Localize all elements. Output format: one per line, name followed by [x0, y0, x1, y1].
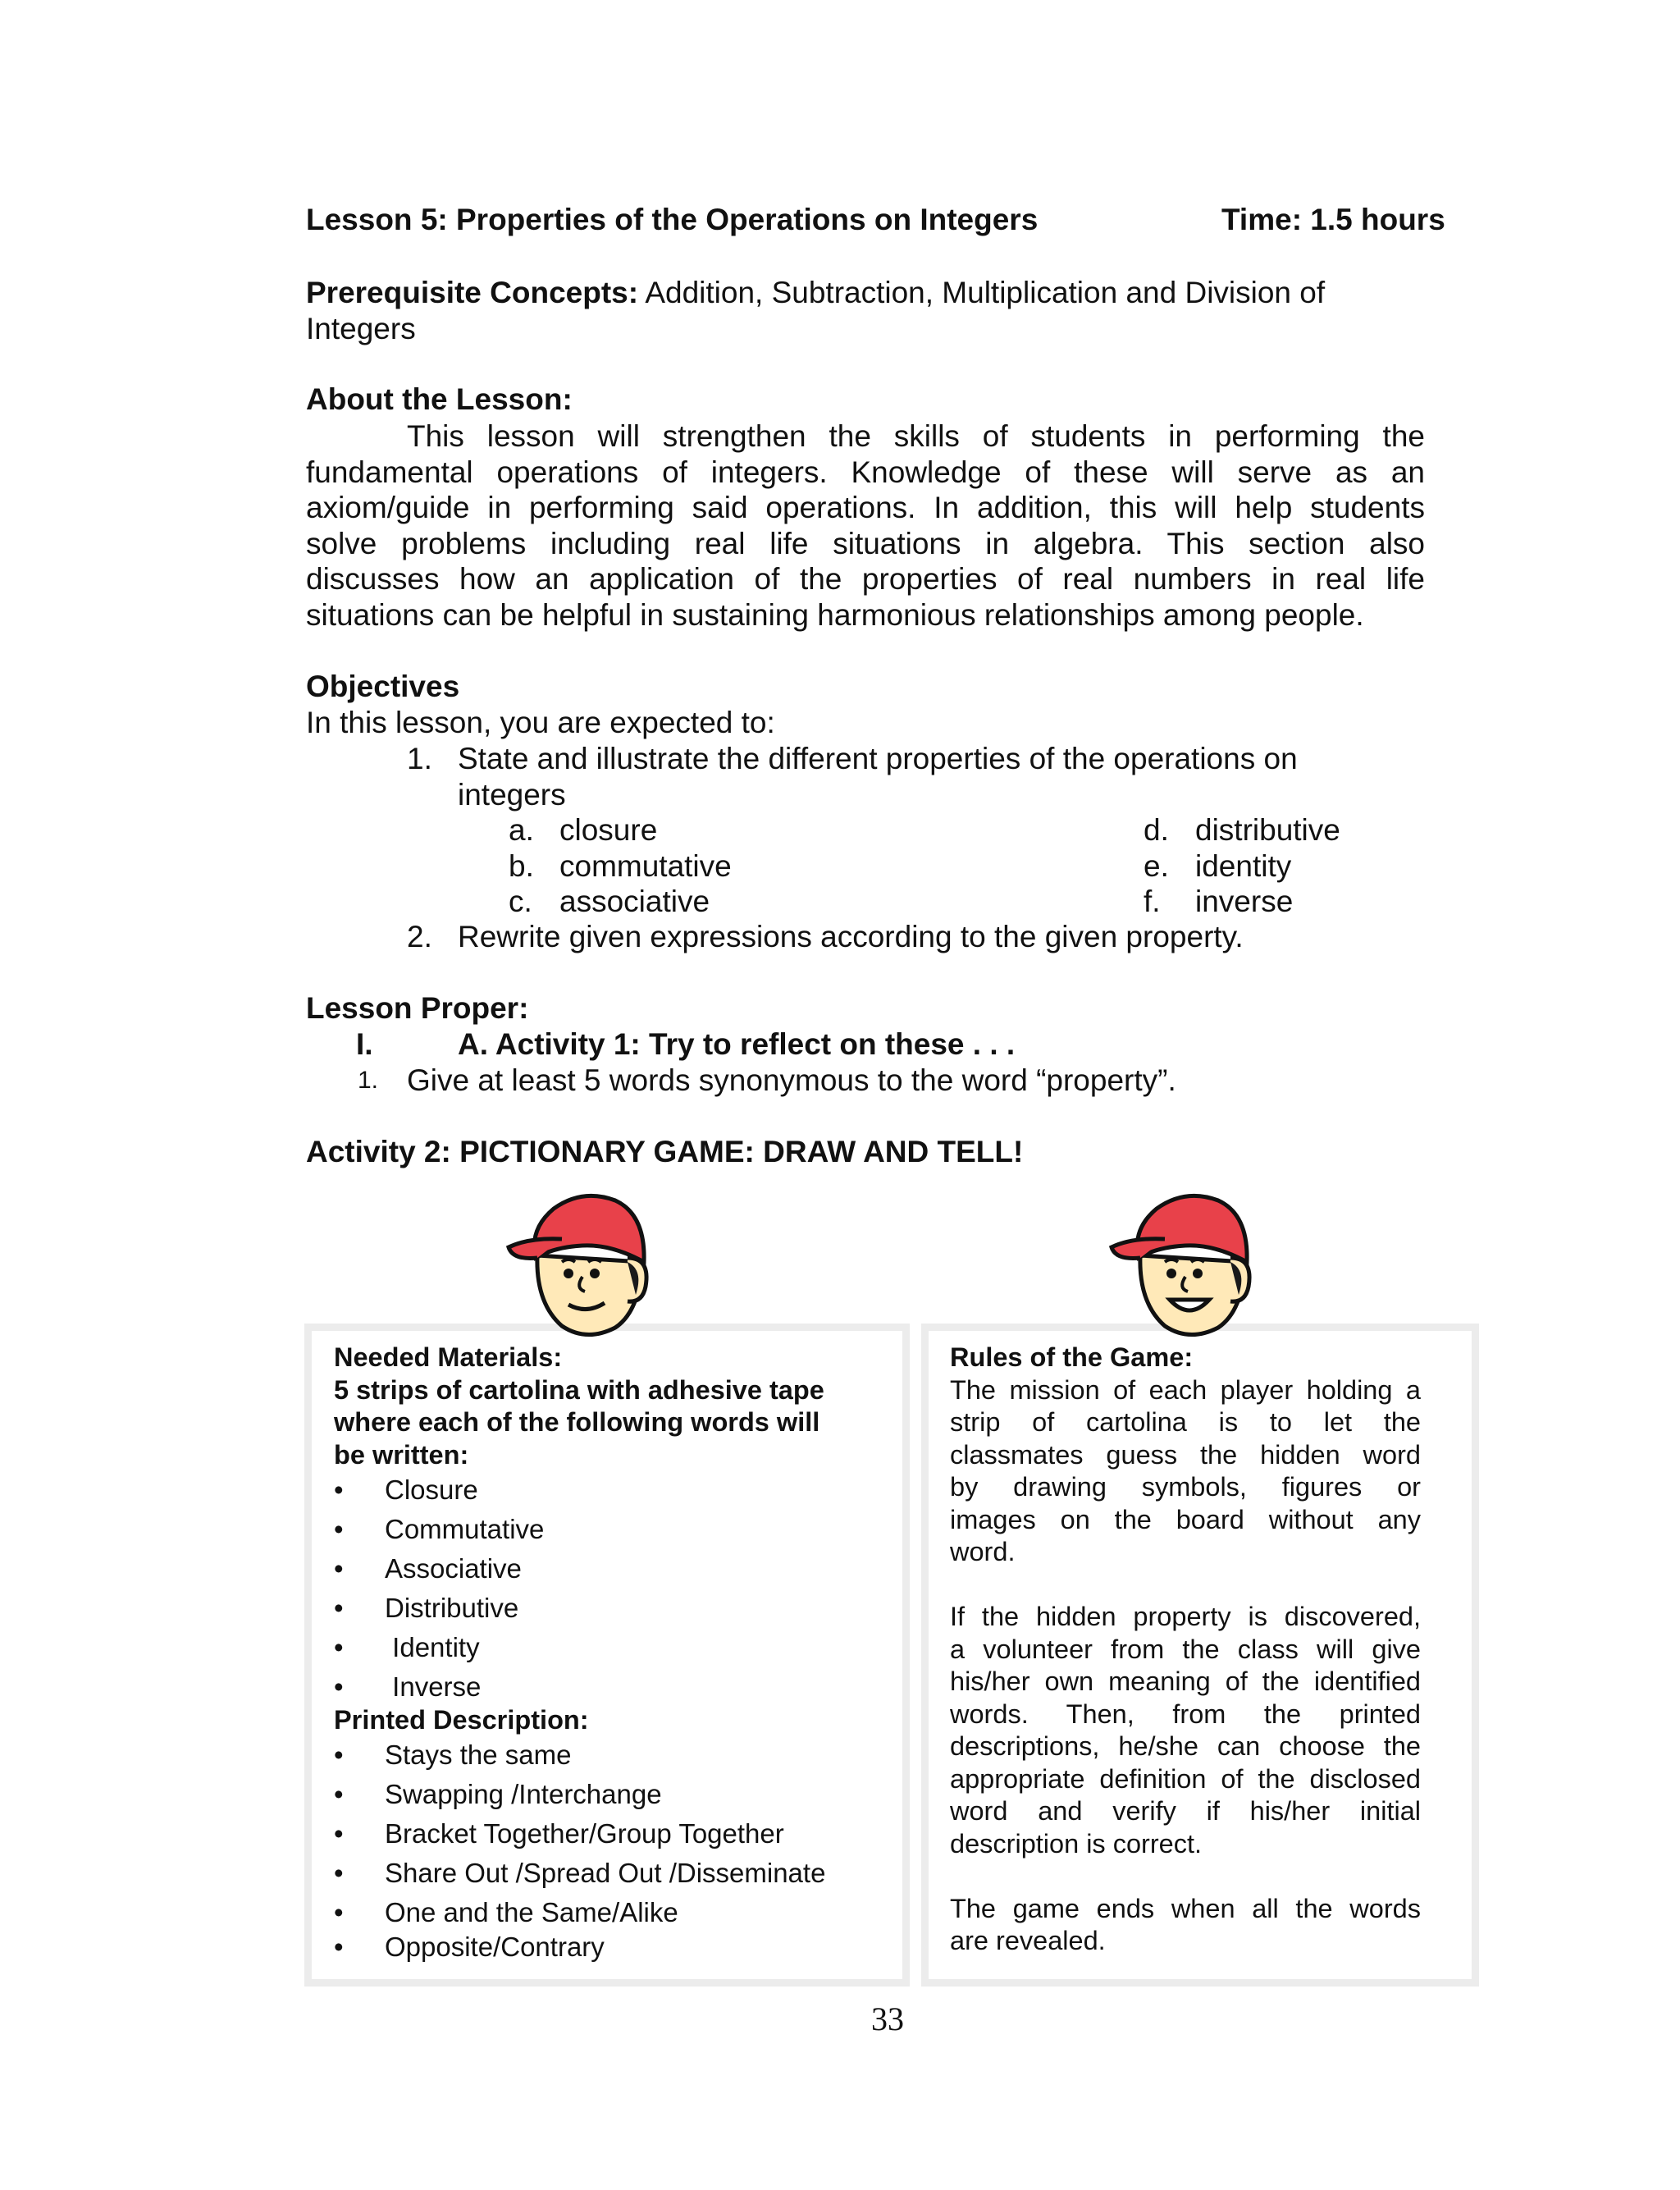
sub-item-text: closure	[559, 813, 658, 847]
rules-line: The mission of each player holding a	[950, 1374, 1421, 1405]
bullet-icon: •	[334, 1474, 344, 1505]
rules-spacer	[950, 1860, 1421, 1893]
rules-line: words. Then, from the printed	[950, 1699, 1421, 1729]
objective-text: Rewrite given expressions according to the given property.	[458, 920, 1244, 953]
materials-subheading: be written:	[334, 1439, 469, 1470]
page-number: 33	[871, 2000, 904, 2037]
materials-subheading: 5 strips of cartolina with adhesive tape	[334, 1374, 824, 1405]
description-list-item: • Swapping /Interchange	[334, 1779, 662, 1809]
description-list-item: • Bracket Together/Group Together	[334, 1818, 784, 1849]
description-list-item: • Share Out /Spread Out /Disseminate	[334, 1858, 826, 1888]
bullet-icon: •	[334, 1553, 344, 1584]
rules-line: The game ends when all the words	[950, 1893, 1421, 1923]
printed-description-heading: Printed Description:	[334, 1705, 589, 1735]
materials-heading-block	[334, 1342, 892, 1471]
rules-line: word and verify if his/her initial	[950, 1796, 1421, 1826]
boy-cartoon-left	[504, 1180, 669, 1344]
rules-line: a volunteer from the class will give	[950, 1634, 1421, 1664]
bullet-icon: •	[334, 1779, 344, 1809]
sub-item-letter: b.	[509, 849, 534, 883]
activity2-heading: Activity 2: PICTIONARY GAME: DRAW AND TELL!	[306, 1135, 1024, 1168]
objective-text: State and illustrate the different properties of the operations on	[458, 742, 1298, 775]
about-line: situations can be helpful in sustaining harmonious relationships among people.	[306, 597, 1364, 632]
activity1-title: A. Activity 1: Try to reflect on these . . .	[458, 1027, 1016, 1061]
word-list-item: • Inverse	[334, 1671, 482, 1702]
about-line: fundamental operations of integers. Knowledge of these will serve as an	[306, 455, 1425, 489]
sub-item-letter: d.	[1144, 813, 1169, 847]
rules-line: classmates guess the hidden word	[950, 1439, 1421, 1470]
sub-item-text: distributive	[1195, 813, 1340, 847]
question-number: 1.	[358, 1067, 379, 1094]
boy-cartoon-right	[1107, 1180, 1271, 1344]
sub-item-letter: c.	[509, 885, 532, 918]
materials-heading: Needed Materials:	[334, 1342, 563, 1372]
rules-text-block	[950, 1342, 1421, 1958]
lesson-proper-heading: Lesson Proper:	[306, 991, 529, 1025]
sub-item-text: commutative	[559, 849, 732, 883]
rules-line: word.	[950, 1537, 1016, 1566]
bullet-icon: •	[334, 1897, 344, 1927]
lesson-time: Time: 1.5 hours	[1221, 203, 1445, 236]
bullet-icon: •	[334, 1858, 344, 1888]
about-paragraph	[306, 418, 1425, 633]
word-list-item: • Distributive	[334, 1593, 519, 1623]
word-list-item: • Associative	[334, 1553, 522, 1584]
word-list-item: • Closure	[334, 1474, 478, 1505]
bullet-icon: •	[334, 1514, 344, 1544]
question-text: Give at least 5 words synonymous to the word “property”.	[407, 1063, 1176, 1097]
rules-line: descriptions, he/she can choose the	[950, 1731, 1421, 1761]
rules-line: images on the board without any	[950, 1504, 1421, 1534]
objectives-heading: Objectives	[306, 670, 460, 703]
bullet-icon: •	[334, 1593, 344, 1623]
bullet-icon: •	[334, 1740, 344, 1770]
rules-heading: Rules of the Game:	[950, 1342, 1194, 1372]
description-list-item: • Stays the same	[334, 1740, 572, 1770]
objective-text-cont: integers	[458, 778, 566, 812]
sub-item-text: inverse	[1195, 885, 1294, 918]
lesson-title: Lesson 5: Properties of the Operations on Integers	[306, 203, 1039, 236]
objectives-intro: In this lesson, you are expected to:	[306, 706, 775, 739]
bullet-icon: •	[334, 1632, 344, 1662]
sub-item-letter: f.	[1144, 885, 1161, 918]
about-heading: About the Lesson:	[306, 382, 573, 416]
prerequisite-text-cont: Integers	[306, 312, 416, 345]
rules-line: If the hidden property is discovered,	[950, 1602, 1421, 1631]
bullet-icon: •	[334, 1818, 344, 1849]
about-line: discusses how an application of the properties of real numbers in real life	[306, 562, 1425, 596]
rules-line: his/her own meaning of the identified	[950, 1667, 1421, 1696]
rules-spacer	[950, 1569, 1421, 1602]
word-list-item: • Identity	[334, 1632, 480, 1662]
word-list-item: • Commutative	[334, 1514, 545, 1544]
about-line: axiom/guide in performing said operations. In addition, this will help students	[306, 491, 1425, 524]
bullet-icon: •	[334, 1932, 344, 1962]
rules-line: by drawing symbols, figures or	[950, 1472, 1421, 1502]
about-line: This lesson will strengthen the skills of students in performing the	[407, 419, 1425, 453]
prerequisite-label: Prerequisite Concepts:	[306, 276, 639, 309]
objective-number: 1.	[407, 742, 432, 775]
materials-subheading: where each of the following words will	[334, 1407, 820, 1437]
rules-line: are revealed.	[950, 1926, 1106, 1955]
prerequisite-text: Addition, Subtraction, Multiplication and Division of	[645, 276, 1326, 309]
rules-line: description is correct.	[950, 1828, 1203, 1859]
rules-line: appropriate definition of the disclosed	[950, 1763, 1421, 1794]
sub-item-letter: e.	[1144, 849, 1169, 883]
about-line: solve problems including real life situations in algebra. This section also	[306, 526, 1425, 560]
objective-number: 2.	[407, 920, 432, 953]
roman-numeral: I.	[356, 1027, 373, 1061]
sub-item-letter: a.	[509, 813, 534, 847]
rules-line: strip of cartolina is to let the	[950, 1407, 1421, 1437]
description-list-item: • One and the Same/Alike	[334, 1897, 678, 1927]
sub-item-text: identity	[1195, 849, 1292, 883]
prerequisite-line	[306, 275, 1325, 311]
description-list-item: • Opposite/Contrary	[334, 1932, 605, 1962]
sub-item-text: associative	[559, 885, 710, 918]
bullet-icon: •	[334, 1671, 344, 1702]
